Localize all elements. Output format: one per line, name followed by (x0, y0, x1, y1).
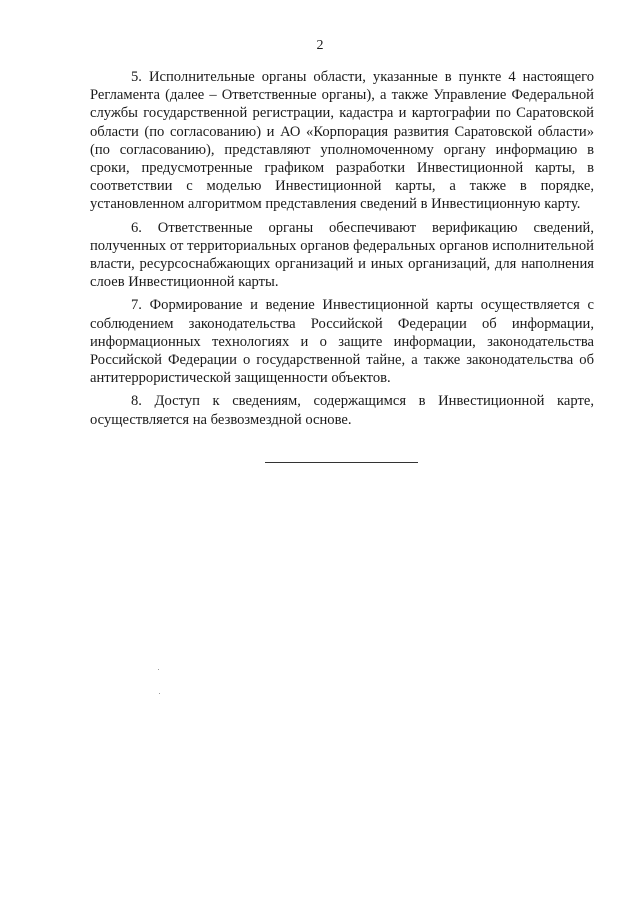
paragraph-8: 8. Доступ к сведениям, содержащимся в Инвестиционной карте, осуществляется на безвозмездной основе. (90, 393, 594, 428)
paragraph-7: 7. Формирование и ведение Инвестиционной карты осуществляется с соблюдением законодательства Российской Федерации об информации, информационных технологиях и о защите информации, законодательства Российской Федерации о государственной тайне, а также законодательства об антитеррористической защищенности объектов. (90, 297, 594, 387)
end-of-text-separator (265, 462, 418, 463)
document-body (90, 68, 594, 434)
scan-speck (159, 693, 160, 694)
paragraph-5: 5. Исполнительные органы области, указанные в пункте 4 настоящего Регламента (далее – Ответственные органы), а также Управление Федеральной службы государственной регистрации, кадастра и картографии по Саратовской области (по согласованию) и АО «Корпорация развития Саратовской области» (по согласованию), представляют уполномоченному органу информацию в сроки, предусмотренные графиком разработки Инвестиционной карты, в соответствии с моделью Инвестиционной карты, а также в порядке, установленном алгоритмом представления сведений в Инвестиционную карту. (90, 69, 594, 213)
scan-speck (158, 669, 159, 670)
paragraph-6: 6. Ответственные органы обеспечивают верификацию сведений, полученных от территориальных органов федеральных органов исполнительной власти, ресурсоснабжающих организаций и иных организаций, для наполнения слоев Инвестиционной карты. (90, 219, 594, 291)
page-number: 2 (316, 38, 324, 53)
